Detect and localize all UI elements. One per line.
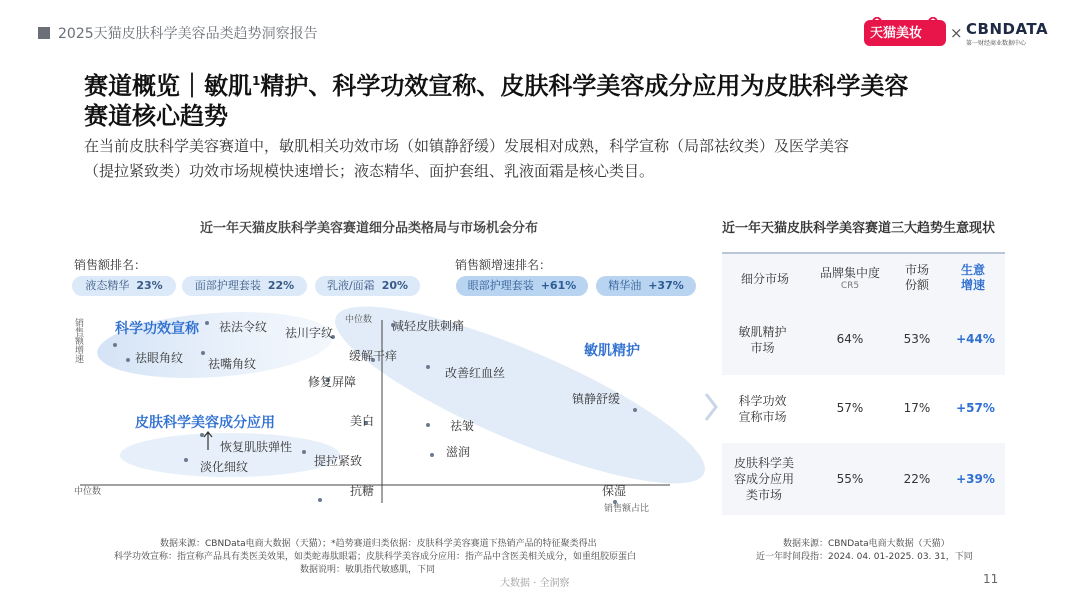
table-cell-share: 53% bbox=[903, 332, 931, 346]
table-cell-growth: +44% bbox=[956, 332, 995, 346]
title-part-2: 精护、科学功效宣称、皮肤科学美容成分应用为皮肤科学美容 bbox=[260, 72, 909, 100]
derm-group-label: 皮肤科学美容成分应用 bbox=[135, 415, 275, 431]
table-header-share: 市场份额 bbox=[904, 263, 929, 292]
subtitle-line-1: 在当前皮肤科学美容赛道中，敏肌相关功效市场（如镇静舒缓）发展相对成熟，科学宣称（局部祛纹类）及医学美容 bbox=[84, 137, 850, 155]
cbndata-logo-subtitle: 第一财经商业数据中心 bbox=[966, 40, 1027, 47]
chevron-right-icon bbox=[704, 392, 718, 422]
point-label: 祛嘴角纹 bbox=[208, 357, 257, 371]
sales-rank-pill-3: 乳液/面霜 20% bbox=[315, 276, 420, 296]
title-line-2: 赛道核心趋势 bbox=[84, 102, 228, 130]
point-label: 恢复肌肤弹性 bbox=[220, 440, 293, 454]
point-label: 提拉紧致 bbox=[314, 454, 363, 468]
growth-rank-pill-1: 眼部护理套装 +61% bbox=[456, 276, 588, 296]
point-label: 减轻皮肤刺痛 bbox=[392, 319, 465, 333]
point-label: 保湿 bbox=[602, 484, 627, 498]
table-cell-market: 科学功效宣称市场 bbox=[738, 394, 787, 424]
table-header-cr5-sub: CR5 bbox=[840, 281, 860, 291]
point-label: 美白 bbox=[350, 414, 375, 428]
tmall-logo-text: 天猫美妆 bbox=[870, 26, 923, 41]
page-title bbox=[84, 66, 1024, 131]
header-square-icon bbox=[38, 27, 50, 39]
table-cell-cr5: 57% bbox=[836, 401, 864, 415]
table-cell-share: 17% bbox=[903, 401, 931, 415]
logo-separator: × bbox=[950, 24, 963, 42]
title-part-1: 赛道概览｜敏肌 bbox=[84, 72, 252, 100]
point-label: 缓解干痒 bbox=[349, 349, 398, 363]
title-superscript: 1 bbox=[252, 74, 261, 88]
sales-rank-pill-2: 面部护理套装 22% bbox=[182, 276, 307, 296]
table-source-line-1: 数据来源：CBNData电商大数据（天猫） bbox=[783, 539, 950, 549]
table-source-line-2: 近一年时间段指：2024. 04. 01-2025. 03. 31，下同 bbox=[756, 552, 973, 562]
table-header-growth: 生意增速 bbox=[960, 263, 985, 292]
table-title: 近一年天猫皮肤科学美容赛道三大趋势生意现状 bbox=[722, 221, 996, 236]
table-cell-cr5: 55% bbox=[836, 472, 864, 486]
table-cell-cr5: 64% bbox=[836, 332, 864, 346]
growth-rank-label: 销售额增速排名： bbox=[455, 258, 552, 272]
sales-rank-label: 销售额排名： bbox=[74, 258, 147, 272]
y-axis-label: 销售额增速 bbox=[73, 318, 83, 363]
sales-rank-pill-1: 液态精华 23% bbox=[72, 276, 176, 296]
sensitive-cluster-ellipse bbox=[318, 305, 710, 515]
page-subtitle bbox=[84, 134, 1024, 184]
point-label: 淡化细纹 bbox=[200, 460, 249, 474]
growth-rank-pill-2: 精华油 +37% bbox=[596, 276, 696, 296]
point-label: 祛法令纹 bbox=[219, 320, 268, 334]
cbndata-logo: CBNDATA bbox=[966, 20, 1049, 38]
x-axis-label: 销售额占比 bbox=[604, 504, 650, 514]
point-label: 镇静舒缓 bbox=[572, 392, 621, 406]
point-label: 祛川字纹 bbox=[285, 326, 334, 340]
table-cell-market: 皮肤科学美容成分应用类市场 bbox=[733, 456, 794, 502]
x-median-label: 中位数 bbox=[74, 487, 102, 497]
page-number: 11 bbox=[983, 572, 999, 586]
table-cell-growth: +39% bbox=[956, 472, 995, 486]
table-cell-market: 敏肌精护市场 bbox=[738, 325, 787, 355]
table-cell-share: 22% bbox=[903, 472, 931, 486]
footer-slogan: 大数据 · 全洞察 bbox=[500, 578, 570, 589]
point-label: 修复屏障 bbox=[308, 375, 357, 389]
point-label: 改善红血丝 bbox=[445, 366, 506, 380]
table-cell-growth: +57% bbox=[956, 401, 995, 415]
chart-title: 近一年天猫皮肤科学美容赛道细分品类格局与市场机会分布 bbox=[200, 221, 539, 236]
sensitive-group-label: 敏肌精护 bbox=[584, 343, 640, 359]
point-label: 祛皱 bbox=[450, 419, 475, 433]
point-label: 滋润 bbox=[446, 445, 471, 459]
report-title: 2025天猫皮肤科学美容品类趋势洞察报告 bbox=[58, 26, 318, 42]
science-group-label: 科学功效宣称 bbox=[115, 321, 199, 337]
chart-source-line-2: 科学功效宣称：指宣称产品具有类医美效果，如类蛇毒肽眼霜；皮肤科学美容成分应用：指产品中含医美相关成分，如重组胶原蛋白 bbox=[114, 552, 637, 562]
subtitle-line-2: （提拉紧致类）功效市场规模快速增长；液态精华、面护套组、乳液面霜是核心类目。 bbox=[84, 162, 655, 180]
chart-source-line-3: 数据说明：敏肌指代敏感肌，下同 bbox=[300, 565, 436, 575]
table-header-market: 细分市场 bbox=[740, 272, 789, 286]
point-label: 祛眼角纹 bbox=[135, 351, 184, 365]
table-header-cr5: 品牌集中度 bbox=[819, 266, 880, 280]
y-median-label: 中位数 bbox=[345, 315, 373, 325]
chart-source-line-1: 数据来源：CBNData电商大数据（天猫）；*趋势赛道归类依据：皮肤科学美容赛道下热销产品的特征聚类得出 bbox=[160, 539, 597, 549]
point-label: 抗糖 bbox=[350, 484, 375, 498]
